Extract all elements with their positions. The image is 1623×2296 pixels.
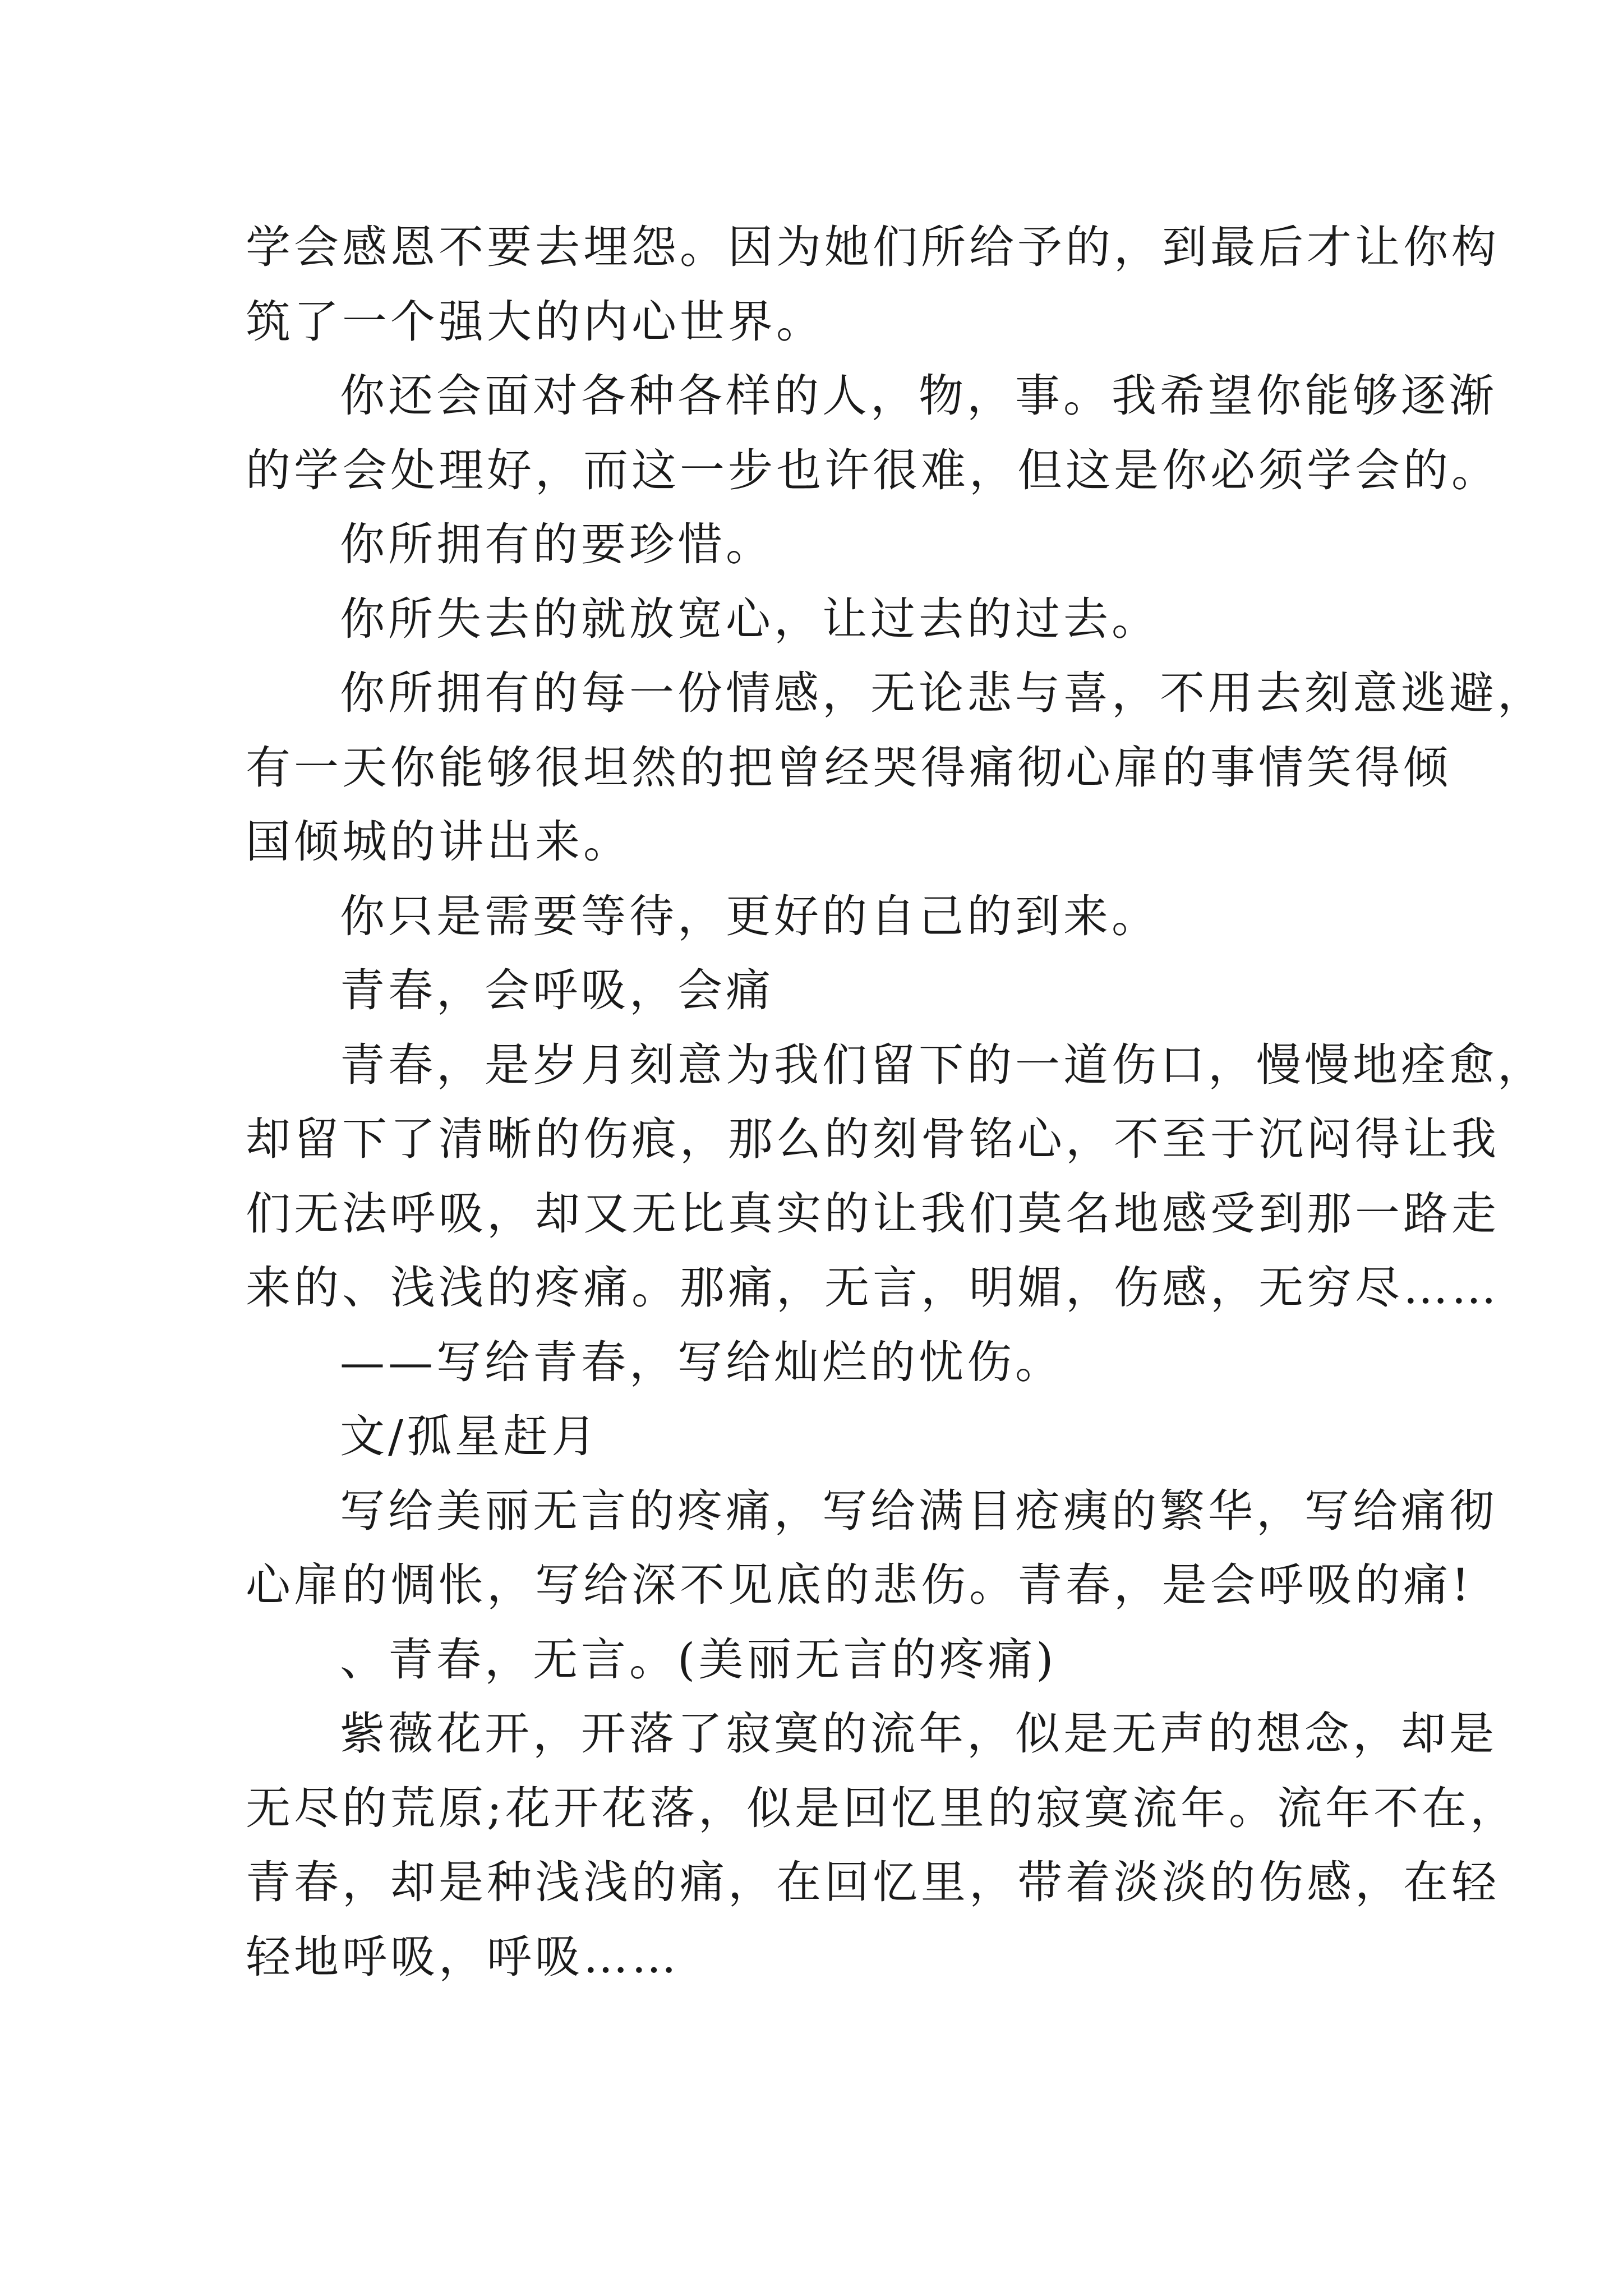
text-line: 心扉的惆怅，写给深不见底的悲伤。青春，是会呼吸的痛! [246, 1559, 1473, 1611]
text-line: 的学会处理好，而这一步也许很难，但这是你必须学会的。 [246, 444, 1500, 496]
text-line: 写给美丽无言的疼痛，写给满目疮痍的繁华，写给痛彻 [340, 1484, 1497, 1537]
text-line: 却留下了清晰的伤痕，那么的刻骨铭心，不至于沉闷得让我 [246, 1113, 1500, 1165]
text-line: 你所拥有的要珍惜。 [340, 518, 774, 570]
text-line: 们无法呼吸，却又无比真实的让我们莫名地感受到那一路走 [246, 1187, 1500, 1240]
document-body [246, 210, 1546, 1994]
section-heading: 青春，会呼吸，会痛 [340, 964, 774, 1016]
text-line: 学会感恩不要去埋怨。因为她们所给予的，到最后才让你构 [246, 221, 1500, 273]
text-line: 青春，却是种浅浅的痛，在回忆里，带着淡淡的伤感，在轻 [246, 1856, 1500, 1908]
text-line: 你还会面对各种各样的人，物，事。我希望你能够逐渐 [340, 370, 1497, 422]
text-line: 国倾城的讲出来。 [246, 816, 631, 868]
text-line: 紫薇花开，开落了寂寞的流年，似是无声的想念，却是 [340, 1708, 1497, 1760]
text-line: 你只是需要等待，更好的自己的到来。 [340, 890, 1160, 942]
text-line: 无尽的荒原;花开花落，似是回忆里的寂寞流年。流年不在， [246, 1782, 1518, 1834]
text-line: 你所失去的就放宽心，让过去的过去。 [340, 592, 1160, 645]
text-line: 来的、浅浅的疼痛。那痛，无言，明媚，伤感，无穷尽…… [246, 1262, 1500, 1314]
dedication-line: ——写给青春，写给灿烂的忧伤。 [340, 1336, 1063, 1388]
text-line: 轻地呼吸，呼吸…… [246, 1930, 680, 1983]
section-heading: 、青春，无言。(美丽无言的疼痛) [340, 1633, 1057, 1686]
author-line: 文/孤星赶月 [340, 1410, 600, 1462]
text-line: 你所拥有的每一份情感，无论悲与喜，不用去刻意逃避， [340, 667, 1546, 719]
text-line: 青春，是岁月刻意为我们留下的一道伤口，慢慢地痊愈， [340, 1038, 1546, 1091]
text-line: 筑了一个强大的内心世界。 [246, 295, 824, 348]
text-line: 有一天你能够很坦然的把曾经哭得痛彻心扉的事情笑得倾 [246, 741, 1451, 794]
